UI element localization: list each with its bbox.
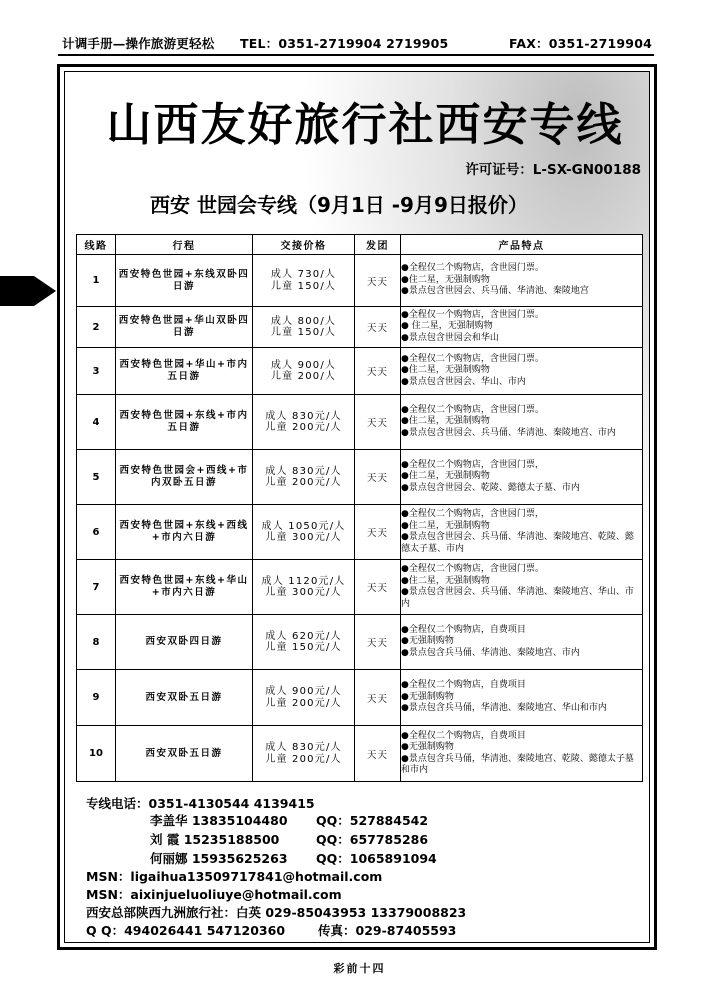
route-number: 8 <box>77 615 116 670</box>
route-features <box>401 670 643 726</box>
route-number: 9 <box>77 670 116 726</box>
feature-item: ●全程仅二个购物店，自费项目 <box>401 730 526 741</box>
route-number: 3 <box>77 348 116 395</box>
feature-item: ●全程仅二个购物店，含世园门票。 <box>401 564 544 574</box>
departure: 天天 <box>355 395 401 450</box>
header-tel: TEL：0351-2719904 2719905 <box>240 36 449 51</box>
table-row <box>77 670 643 726</box>
feature-item: ●全程仅二个购物店，含世园门票， <box>401 509 544 519</box>
table-row <box>77 307 643 348</box>
adult-price: 成人 1120元/人 <box>261 575 346 587</box>
child-price: 儿童 200元/人 <box>265 697 342 709</box>
child-price: 儿童 150/人 <box>270 327 337 338</box>
departure: 天天 <box>355 255 401 307</box>
route-number: 1 <box>77 255 116 307</box>
route-number: 2 <box>77 307 116 348</box>
feature-item: ● 住二星，无强制购物 <box>401 321 493 332</box>
feature-item: ●住二星，无强制购物 <box>401 471 490 482</box>
feature-item: ●景点包含世园会和华山 <box>401 332 499 343</box>
child-price: 儿童 300元/人 <box>265 587 342 598</box>
feature-item: ●全程仅二个购物店，含世园门票。 <box>401 353 544 364</box>
child-price: 儿童 200元/人 <box>265 753 342 765</box>
route-itinerary: 西安特色世园+东线+市内五日游 <box>116 395 253 450</box>
departure: 天天 <box>355 348 401 395</box>
header-bar <box>62 34 652 52</box>
contact-person-2: 刘 霞 15235188500 <box>150 832 280 847</box>
route-itinerary: 西安双卧五日游 <box>116 726 253 782</box>
header-slogan: 计调手册—操作旅游更轻松 <box>62 36 215 51</box>
col-header-departure: 发团 <box>355 235 401 255</box>
contact-person-1: 李盖华 13835104480 <box>150 813 288 828</box>
page-title: 山西友好旅行社西安专线 <box>106 98 624 151</box>
route-price <box>253 307 355 348</box>
departure: 天天 <box>355 505 401 560</box>
feature-item: ●景点包含世园会、兵马俑、华清池、秦陵地宫、华山、市内 <box>401 587 634 609</box>
route-features <box>401 395 643 450</box>
contact-person-3: 何丽娜 15935625263 <box>150 851 288 866</box>
route-features <box>401 560 643 615</box>
route-price <box>253 726 355 782</box>
tour-table <box>76 234 643 782</box>
table-header-row <box>77 235 643 255</box>
route-price <box>253 255 355 307</box>
headquarters: 西安总部陕西九洲旅行社：白英 029-85043953 13379008823 <box>86 905 467 920</box>
header-fax: FAX：0351-2719904 <box>509 36 652 51</box>
table-row <box>77 560 643 615</box>
departure: 天天 <box>355 615 401 670</box>
table-row <box>77 726 643 782</box>
route-itinerary: 西安特色世园+华山+市内五日游 <box>116 348 253 395</box>
feature-item: ●无强制购物 <box>401 742 454 752</box>
feature-item: ●住二星，无强制购物 <box>401 365 490 376</box>
route-price <box>253 395 355 450</box>
route-features <box>401 615 643 670</box>
feature-item: ●景点包含世园会、乾陵、懿德太子墓、市内 <box>401 482 580 493</box>
license-number: 许可证号：L-SX-GN00188 <box>465 162 641 178</box>
child-price: 儿童 200元/人 <box>265 422 342 433</box>
route-features <box>401 450 643 505</box>
feature-item: ●景点包含兵马俑，华清池、秦陵地宫、乾陵、懿德太子墓和市内 <box>401 753 634 775</box>
departure: 天天 <box>355 670 401 726</box>
route-number: 10 <box>77 726 116 782</box>
col-header-itinerary: 行程 <box>116 235 253 255</box>
departure: 天天 <box>355 450 401 505</box>
adult-price: 成人 730/人 <box>270 269 337 280</box>
header-rule <box>58 54 654 56</box>
route-number: 7 <box>77 560 116 615</box>
col-header-features: 产品特点 <box>401 235 643 255</box>
route-features <box>401 726 643 782</box>
route-itinerary: 西安特色世园+东线双卧四日游 <box>116 255 253 307</box>
feature-item: ●全程仅二个购物店，含世园门票， <box>401 459 544 470</box>
route-features <box>401 255 643 307</box>
table-row <box>77 505 643 560</box>
route-itinerary: 西安双卧五日游 <box>116 670 253 726</box>
feature-item: ●景点包含兵马俑、华清池、秦陵地宫、市内 <box>401 647 580 658</box>
route-price <box>253 615 355 670</box>
col-header-price: 交接价格 <box>253 235 355 255</box>
subtitle: 西安 世园会专线（9月1日 -9月9日报价） <box>150 193 528 217</box>
adult-price: 成人 800/人 <box>270 315 337 327</box>
feature-item: ●住二星，无强制购物 <box>401 274 490 285</box>
msn-1: MSN：ligaihua13509717841@hotmail.com <box>86 869 383 884</box>
adult-price: 成人 900/人 <box>270 359 337 371</box>
adult-price: 成人 830元/人 <box>265 742 342 753</box>
feature-item: ●景点包含兵马俑，华清池、秦陵地宫、华山和市内 <box>401 703 607 714</box>
adult-price: 成人 1050元/人 <box>261 520 346 532</box>
feature-item: ●住二星，无强制购物 <box>401 575 490 586</box>
adult-price: 成人 830元/人 <box>265 410 342 422</box>
adult-price: 成人 830元/人 <box>265 465 342 477</box>
table-row <box>77 255 643 307</box>
route-price <box>253 560 355 615</box>
route-price <box>253 348 355 395</box>
contact-qq-3: QQ：1065891094 <box>316 851 437 866</box>
feature-item: ●全程仅一个购物店，含世园门票。 <box>401 309 544 320</box>
adult-price: 成人 900元/人 <box>265 686 342 697</box>
feature-item: ●全程仅二个购物店，含世园门票。 <box>401 263 544 274</box>
route-itinerary: 西安特色世园+华山双卧四日游 <box>116 307 253 348</box>
route-itinerary: 西安特色世园会+西线+市内双卧五日游 <box>116 450 253 505</box>
route-price <box>253 450 355 505</box>
departure: 天天 <box>355 560 401 615</box>
table-row <box>77 348 643 395</box>
feature-item: ●景点包含世园会、兵马俑、华清池、秦陵地宫 <box>401 286 589 297</box>
route-itinerary: 西安特色世园+东线+华山+市内六日游 <box>116 560 253 615</box>
feature-item: ●无强制购物 <box>401 636 454 647</box>
route-features <box>401 307 643 348</box>
child-price: 儿童 200/人 <box>270 371 337 382</box>
route-number: 6 <box>77 505 116 560</box>
route-number: 4 <box>77 395 116 450</box>
route-features <box>401 348 643 395</box>
feature-item: ●无强制购物 <box>401 691 454 702</box>
qq-numbers: Q Q：494026441 547120360 <box>86 923 286 938</box>
route-price <box>253 670 355 726</box>
fax-number: 传真：029-87405593 <box>318 923 457 938</box>
page-footer: 彩前十四 <box>333 962 386 975</box>
feature-item: ●住二星，无强制购物 <box>401 416 490 427</box>
route-itinerary: 西安特色世园+东线+西线+市内六日游 <box>116 505 253 560</box>
child-price: 儿童 150元/人 <box>265 642 342 653</box>
feature-item: ●住二星，无强制购物 <box>401 520 490 531</box>
child-price: 儿童 200元/人 <box>265 477 342 488</box>
route-number: 5 <box>77 450 116 505</box>
child-price: 儿童 150/人 <box>270 280 337 292</box>
msn-2: MSN：aixinjueluoliuye@hotmail.com <box>86 887 342 902</box>
contact-qq-2: QQ：657785286 <box>316 832 429 847</box>
feature-item: ●景点包含世园会、华山、市内 <box>401 376 526 387</box>
child-price: 儿童 300元/人 <box>265 532 342 543</box>
feature-item: ●全程仅二个购物店，含世园门票。 <box>401 404 544 415</box>
feature-item: ●全程仅二个购物店，自费项目 <box>401 624 526 635</box>
col-header-route-no: 线路 <box>77 235 116 255</box>
contact-qq-1: QQ：527884542 <box>316 813 429 828</box>
hotline: 专线电话：0351-4130544 4139415 <box>86 796 315 811</box>
departure: 天天 <box>355 726 401 782</box>
feature-item: ●全程仅二个购物店，自费项目 <box>401 680 526 691</box>
route-itinerary: 西安双卧四日游 <box>116 615 253 670</box>
page-marker-arrow-icon <box>0 276 34 306</box>
table-row <box>77 615 643 670</box>
feature-item: ●景点包含世园会、兵马俑、华清池、秦陵地宫、乾陵、懿德太子墓、市内 <box>401 532 634 554</box>
adult-price: 成人 620元/人 <box>265 630 342 642</box>
feature-item: ●景点包含世园会、兵马俑、华清池、秦陵地宫、市内 <box>401 427 616 438</box>
route-price <box>253 505 355 560</box>
route-features <box>401 505 643 560</box>
table-row <box>77 450 643 505</box>
departure: 天天 <box>355 307 401 348</box>
table-row <box>77 395 643 450</box>
